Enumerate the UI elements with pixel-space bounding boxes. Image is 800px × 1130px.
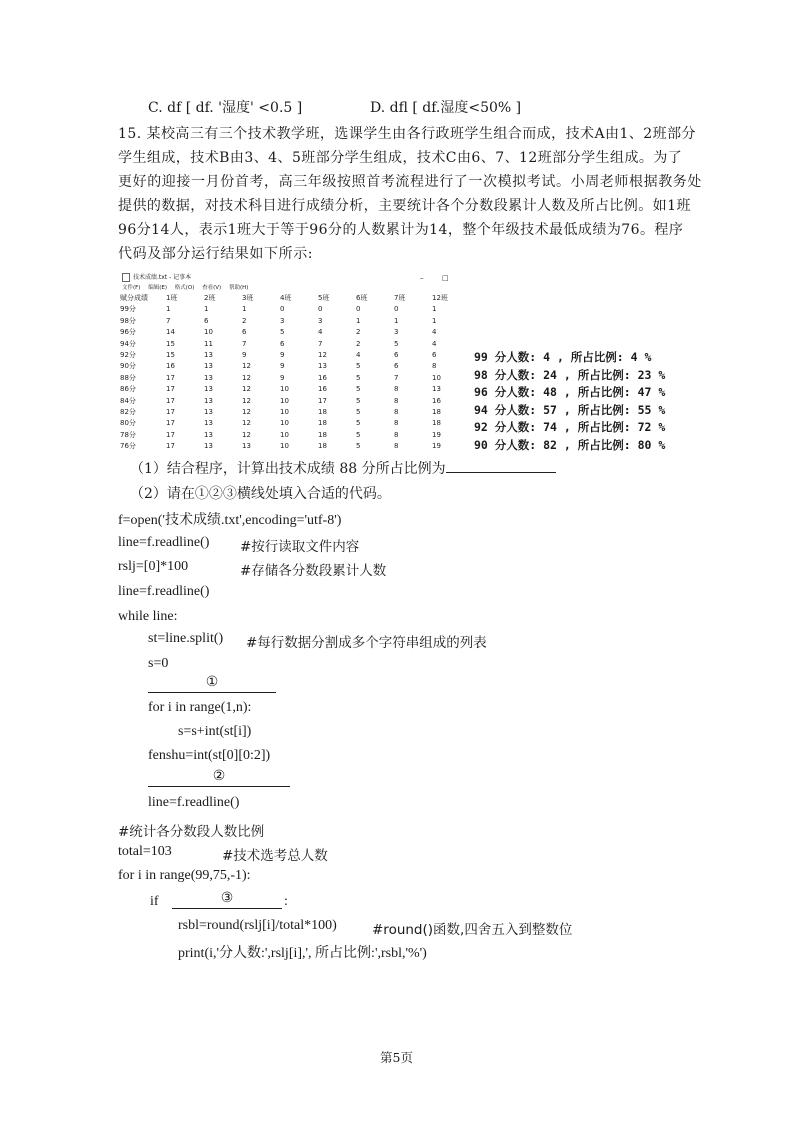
table-cell: 1 [242,305,247,314]
blank-label-3: ③ [220,890,234,906]
table-cell: 12 [242,408,251,417]
table-cell: 6 [242,328,247,337]
table-cell: 17 [166,419,175,428]
blank-label-1: ① [205,674,219,690]
table-cell: 18 [432,419,441,428]
code-line: s=s+int(st[i]) [178,724,252,739]
table-cell: 2 [356,328,361,337]
table-cell: 6 [204,316,209,325]
table-cell: 12 [242,362,251,371]
table-header-cell: 3班 [242,294,254,302]
table-row [120,441,454,452]
table-cell: 13 [204,442,213,451]
table-row [120,418,454,429]
table-cell: 10 [280,442,289,451]
table-cell: 4 [318,328,323,337]
table-cell: 12 [242,430,251,439]
answer-blank-1[interactable] [446,458,556,473]
table-cell: 12 [242,385,251,394]
table-cell: 17 [166,385,175,394]
table-cell: 9 [280,362,285,371]
table-cell: 82分 [120,408,136,417]
table-cell: 88分 [120,373,136,382]
table-cell: 8 [394,396,399,405]
code-line: line=f.readline() [148,795,240,810]
table-header-cell: 2班 [204,294,216,302]
page-number: 第5页 [380,1050,413,1065]
table-cell: 1 [394,316,399,325]
sub-question-1-text: （1）结合程序，计算出技术成绩 88 分所占比例为 [130,461,446,477]
table-cell: 10 [280,419,289,428]
table-cell: 19 [432,442,441,451]
table-cell: 10 [432,373,441,382]
table-header-cell: 12班 [432,294,448,302]
code-line: : [284,894,288,909]
table-cell: 8 [394,408,399,417]
table-cell: 5 [394,339,399,348]
score-table [120,293,454,453]
table-cell: 12 [242,396,251,405]
code-line: rsbl=round(rslj[i]/total*100) [178,918,337,933]
table-cell: 8 [394,419,399,428]
table-cell: 16 [166,362,175,371]
table-cell: 10 [280,385,289,394]
table-cell: 7 [242,339,247,348]
table-row [120,316,454,327]
notepad-window [120,272,456,451]
option-d: D. dfl [ df.湿度<50% ] [370,100,522,116]
table-cell: 2 [242,316,247,325]
table-cell: 3 [318,316,323,325]
menu-file[interactable]: 文件(F) [122,285,141,291]
maximize-icon[interactable]: □ [442,274,449,282]
code-blank-1[interactable] [148,674,276,693]
code-blank-2[interactable] [148,768,290,787]
table-cell: 17 [166,442,175,451]
table-cell: 76分 [120,442,136,451]
menu-edit[interactable]: 编辑(E) [148,285,167,291]
table-header-cell: 7班 [394,294,406,302]
table-cell: 8 [394,385,399,394]
table-cell: 5 [356,396,361,405]
table-cell: 18 [318,408,327,417]
table-cell: 0 [356,305,361,314]
code-line: total=103 [118,844,172,859]
table-row [120,373,454,384]
table-cell: 80分 [120,419,136,428]
table-cell: 10 [204,328,213,337]
code-line: for i in range(99,75,-1): [118,868,251,883]
table-cell: 14 [166,328,175,337]
notepad-title: 技术成绩.txt - 记事本 [133,274,192,281]
table-cell: 0 [394,305,399,314]
table-cell: 15 [166,339,175,348]
table-cell: 13 [204,373,213,382]
table-cell: 84分 [120,396,136,405]
table-cell: 13 [432,385,441,394]
table-cell: 18 [318,419,327,428]
menu-help[interactable]: 帮助(H) [228,285,249,291]
table-cell: 9 [242,351,247,360]
table-cell: 0 [318,305,323,314]
table-cell: 86分 [120,385,136,394]
table-row [120,407,454,418]
table-cell: 4 [432,339,437,348]
table-cell: 13 [204,419,213,428]
blank-label-2: ② [212,768,226,784]
question-line: 15. 某校高三有三个技术教学班，选课学生由各行政班学生组合而成，技术A由1、2班部分 [118,126,696,142]
table-cell: 5 [356,362,361,371]
table-cell: 6 [394,362,399,371]
question-line: 学生组成，技术B由3、4、5班部分学生组成，技术C由6、7、12班部分学生组成。为了 [118,150,683,166]
table-header-cell: 4班 [280,294,292,302]
table-cell: 78分 [120,430,136,439]
output-row: 92 分人数: 74 , 所占比例: 72 % [474,420,666,434]
code-line: rslj=[0]*100 [118,559,189,574]
code-comment: #统计各分数段人数比例 [118,824,265,840]
menu-view[interactable]: 查看(V) [202,285,222,291]
table-header-cell: 赋分成绩 [120,294,148,302]
table-cell: 13 [204,408,213,417]
table-cell: 5 [356,419,361,428]
code-line: for i in range(1,n): [148,700,252,715]
table-cell: 11 [204,339,213,348]
code-line: while line: [118,609,178,624]
code-comment: #存储各分数段累计人数 [240,563,387,579]
table-cell: 1 [204,305,209,314]
minimize-icon[interactable]: – [420,274,424,282]
output-row: 99 分人数: 4 , 所占比例: 4 % [474,350,652,364]
code-comment: #技术选考总人数 [222,848,328,864]
table-cell: 13 [204,396,213,405]
menu-format[interactable]: 格式(O) [174,285,195,291]
table-cell: 10 [280,408,289,417]
sub-question-2: （2）请在①②③横线处填入合适的代码。 [130,486,391,502]
table-cell: 13 [318,362,327,371]
table-cell: 1 [432,305,437,314]
table-cell: 19 [432,430,441,439]
table-cell: 12 [318,351,327,360]
table-cell: 3 [280,316,285,325]
code-line: f=open('技术成绩.txt',encoding='utf-8') [118,513,342,528]
table-cell: 8 [394,430,399,439]
table-cell: 4 [432,328,437,337]
table-cell: 9 [280,351,285,360]
table-cell: 17 [318,396,327,405]
table-cell: 18 [318,430,327,439]
table-cell: 1 [166,305,171,314]
table-cell: 17 [166,396,175,405]
table-cell: 7 [318,339,323,348]
table-cell: 18 [318,442,327,451]
table-header-cell: 1班 [166,294,178,302]
table-header-cell: 6班 [356,294,368,302]
table-cell: 1 [432,316,437,325]
code-line: st=line.split() [148,631,224,646]
output-row: 94 分人数: 57 , 所占比例: 55 % [474,402,666,417]
table-cell: 5 [356,430,361,439]
table-cell: 6 [280,339,285,348]
code-line: line=f.readline() [118,584,210,599]
code-line: s=0 [148,656,169,671]
code-comment: #round()函数,四舍五入到整数位 [372,922,573,938]
notepad-menu [122,284,248,292]
table-cell: 10 [280,430,289,439]
table-cell: 98分 [120,316,136,325]
table-row [120,384,454,395]
table-cell: 16 [318,373,327,382]
table-cell: 15 [166,351,175,360]
table-cell: 5 [356,408,361,417]
sub-question-1 [130,458,556,479]
table-row [120,430,454,441]
table-cell: 7 [166,316,171,325]
table-cell: 2 [356,339,361,348]
table-cell: 90分 [120,362,136,371]
code-line: fenshu=int(st[0][0:2]) [148,748,271,763]
table-cell: 6 [394,351,399,360]
notepad-icon [122,273,130,282]
table-cell: 12 [242,373,251,382]
question-line: 96分14人，表示1班大于等于96分的人数累计为14，整个年级技术最低成绩为76。程序 [118,222,684,238]
table-cell: 9 [280,373,285,382]
table-row [120,396,454,407]
table-cell: 92分 [120,351,136,360]
notepad-titlebar [120,272,456,284]
code-blank-3[interactable] [172,890,282,909]
table-cell: 13 [204,362,213,371]
table-cell: 1 [356,316,361,325]
table-cell: 6 [432,351,437,360]
output-row: 96 分人数: 48 , 所占比例: 47 % [474,385,666,399]
table-cell: 7 [394,373,399,382]
table-cell: 17 [166,373,175,382]
table-header-row [120,293,454,304]
output-row: 90 分人数: 82 , 所占比例: 80 % [474,437,666,452]
table-cell: 94分 [120,339,136,348]
table-cell: 96分 [120,328,136,337]
table-cell: 5 [280,328,285,337]
option-c: C. df [ df. '湿度' <0.5 ] [148,100,303,116]
question-line: 更好的迎接一月份首考，高三年级按照首考流程进行了一次模拟考试。小周老师根据教务处 [118,174,702,190]
program-output [474,349,665,454]
table-row [120,327,454,338]
table-cell: 10 [280,396,289,405]
code-line: if [150,894,159,909]
table-row [120,339,454,350]
question-line: 代码及部分运行结果如下所示: [118,246,314,262]
output-row: 98 分人数: 24 , 所占比例: 23 % [474,367,666,382]
table-row [120,350,454,361]
table-row [120,361,454,372]
code-line: print(i,'分人数:',rslj[i],', 所占比例:',rsbl,'%') [178,946,427,961]
table-cell: 16 [432,396,441,405]
table-cell: 16 [318,385,327,394]
table-cell: 5 [356,442,361,451]
table-cell: 4 [356,351,361,360]
question-line: 提供的数据，对技术科目进行成绩分析，主要统计各个分数段累计人数及所占比例。如1班 [118,198,691,214]
table-cell: 13 [204,430,213,439]
table-cell: 5 [356,385,361,394]
table-cell: 12 [242,419,251,428]
code-line: line=f.readline() [118,535,210,550]
code-comment: #每行数据分割成多个字符串组成的列表 [246,635,487,651]
table-cell: 0 [280,305,285,314]
table-cell: 13 [204,385,213,394]
table-cell: 13 [242,442,251,451]
table-cell: 13 [204,351,213,360]
table-header-cell: 5班 [318,294,330,302]
table-cell: 18 [432,408,441,417]
table-cell: 17 [166,408,175,417]
table-cell: 8 [394,442,399,451]
table-cell: 17 [166,430,175,439]
table-cell: 8 [432,362,437,371]
table-cell: 3 [394,328,399,337]
table-row [120,304,454,315]
table-cell: 5 [356,373,361,382]
code-comment: #按行读取文件内容 [240,539,360,555]
table-cell: 99分 [120,305,136,314]
